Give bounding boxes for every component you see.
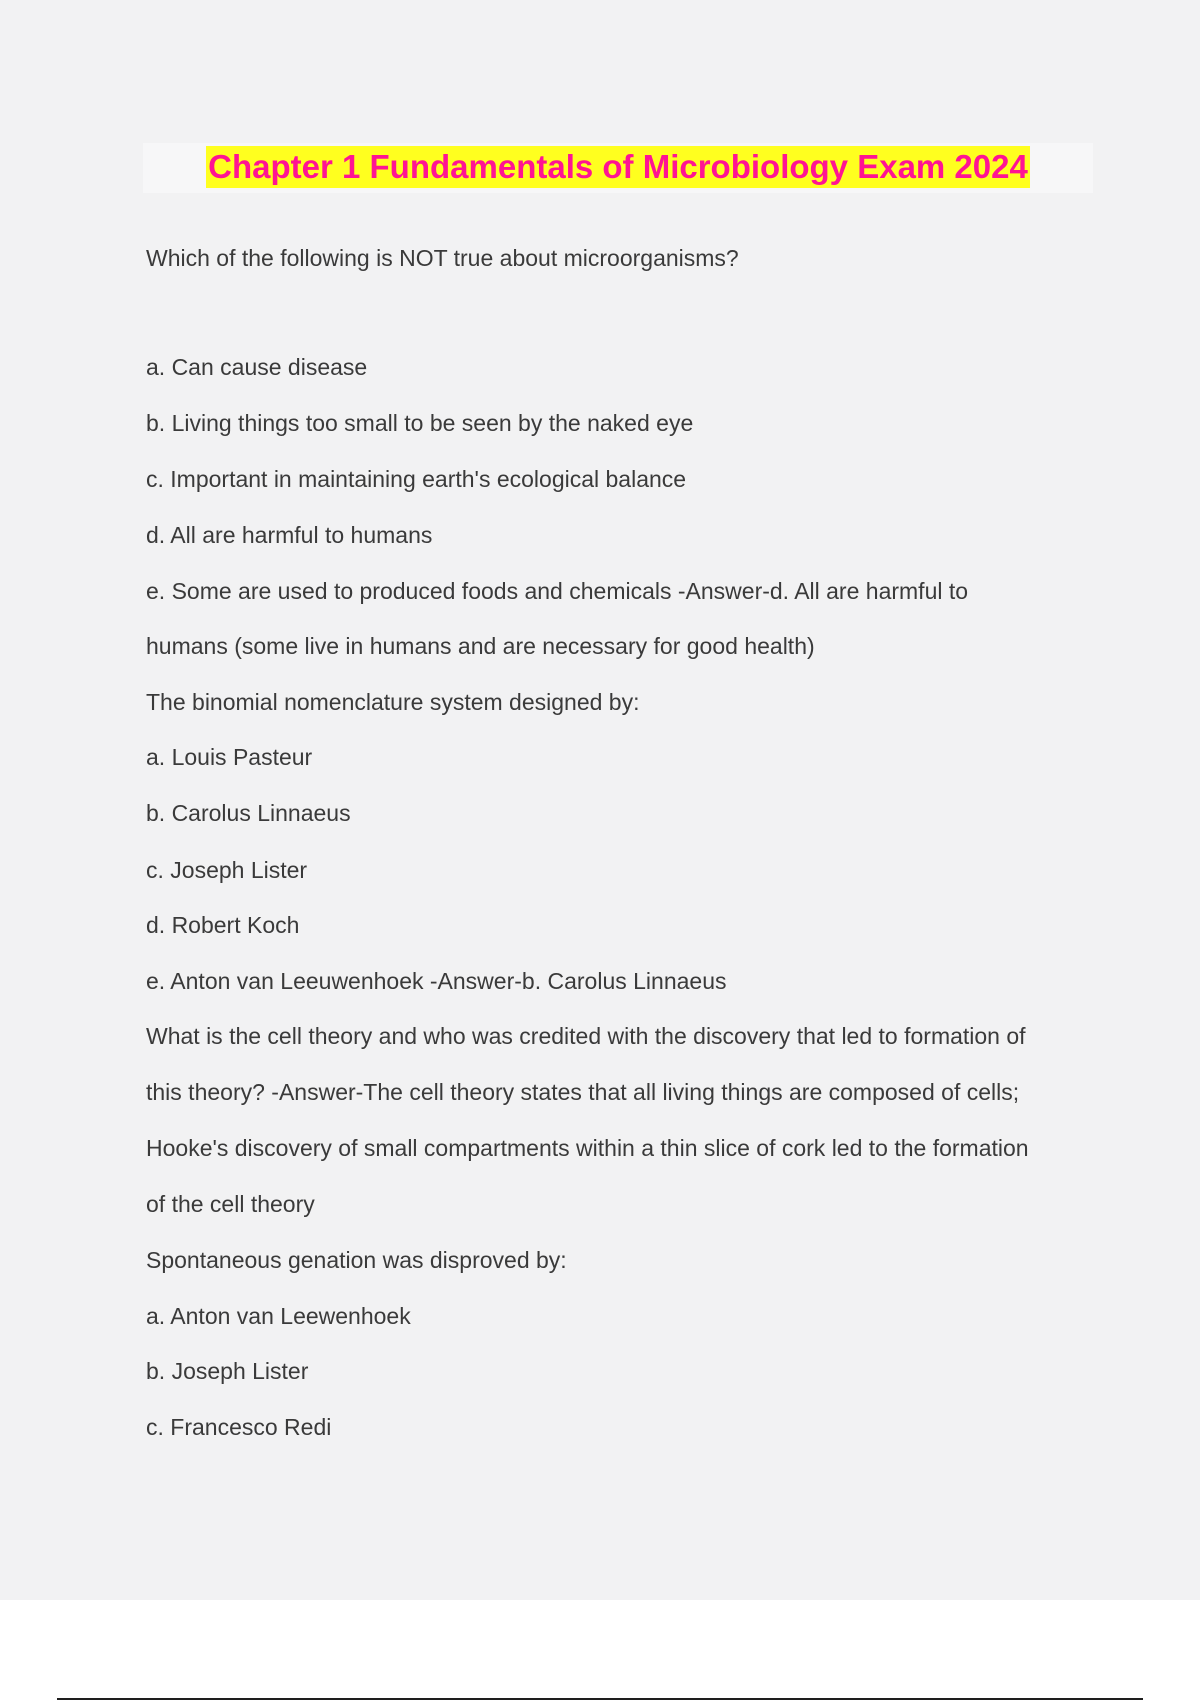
question-4-option-a: a. Anton van Leewenhoek bbox=[146, 1303, 411, 1329]
question-4-option-c: c. Francesco Redi bbox=[146, 1414, 332, 1440]
question-2-text: The binomial nomenclature system designed by: bbox=[146, 689, 640, 715]
question-1-option-b: b. Living things too small to be seen by the naked eye bbox=[146, 410, 694, 436]
title-banner bbox=[143, 143, 1093, 193]
question-3-answer-end: of the cell theory bbox=[146, 1191, 315, 1217]
question-2-option-c: c. Joseph Lister bbox=[146, 857, 308, 883]
question-3-text: What is the cell theory and who was credited with the discovery that led to formation of bbox=[146, 1023, 1026, 1049]
question-1-option-e-answer: e. Some are used to produced foods and chemicals -Answer-d. All are harmful to bbox=[146, 578, 969, 604]
question-1-text: Which of the following is NOT true about microorganisms? bbox=[146, 245, 739, 271]
question-4-option-b: b. Joseph Lister bbox=[146, 1358, 309, 1384]
question-3-answer: this theory? -Answer-The cell theory states that all living things are composed of cells; bbox=[146, 1079, 1020, 1105]
question-1-option-c: c. Important in maintaining earth's ecological balance bbox=[146, 466, 687, 492]
question-2-option-e-answer: e. Anton van Leeuwenhoek -Answer-b. Carolus Linnaeus bbox=[146, 968, 727, 994]
document-title: Chapter 1 Fundamentals of Microbiology Exam 2024 bbox=[206, 146, 1030, 188]
question-2-option-d: d. Robert Koch bbox=[146, 912, 300, 938]
question-4-text: Spontaneous genation was disproved by: bbox=[146, 1247, 567, 1273]
question-1-option-d: d. All are harmful to humans bbox=[146, 522, 433, 548]
question-3-answer-continued: Hooke's discovery of small compartments within a thin slice of cork led to the formation bbox=[146, 1135, 1029, 1161]
question-1-answer-continued: humans (some live in humans and are necessary for good health) bbox=[146, 633, 815, 659]
question-2-option-a: a. Louis Pasteur bbox=[146, 744, 313, 770]
question-1-option-a: a. Can cause disease bbox=[146, 354, 368, 380]
question-2-option-b: b. Carolus Linnaeus bbox=[146, 800, 351, 826]
